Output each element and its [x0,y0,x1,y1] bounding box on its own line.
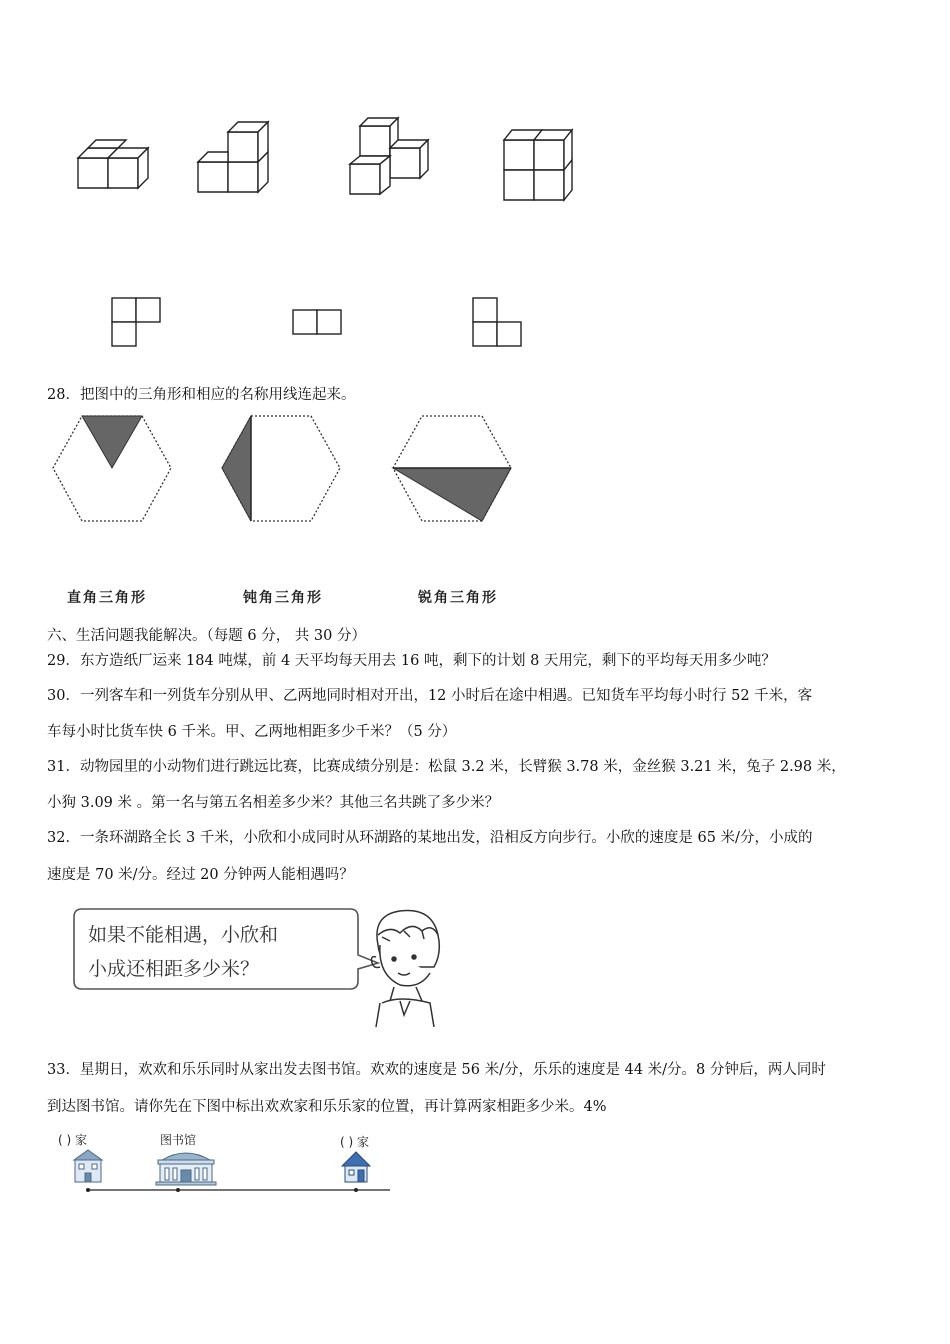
question-30-line-2: 车每小时比货车快 6 千米。甲、乙两地相距多少千米？（5 分） [47,724,457,740]
cube-figure-1 [76,138,152,192]
question-33-line-2: 到达图书馆。请你先在下图中标出欢欢家和乐乐家的位置，再计算两家相距多少米。4% [47,1099,607,1115]
hexagon-figure-1 [50,413,174,525]
question-32-line-2: 速度是 70 米/分。经过 20 分钟两人能相遇吗？ [47,867,354,883]
boy-icon [372,911,440,1028]
library-icon [156,1153,216,1185]
cube-figure-2 [196,120,274,196]
question-31-line-2: 小狗 3.09 米 。第一名与第五名相差多少米？其他三名共跳了多少米？ [47,795,500,811]
view-shape-1 [110,296,164,348]
question-33-line-1: 33．星期日，欢欢和乐乐同时从家出发去图书馆。欢欢的速度是 56 米/分，乐乐的速度是 44 米/分。8 分钟后，两人同时 [47,1062,826,1078]
question-28: 28．把图中的三角形和相应的名称用线连起来。 [47,387,356,403]
question-32-line-1: 32．一条环湖路全长 3 千米，小欣和小成同时从环湖路的某地出发，沿相反方向步行。小欣的速度是 65 米/分，小成的 [47,830,813,846]
view-shape-3 [471,296,525,348]
right-house-icon [342,1152,370,1182]
question-29: 29．东方造纸厂运来 184 吨煤，前 4 天平均每天用去 16 吨，剩下的计划 8 天用完，剩下的平均每天用多少吨？ [47,653,776,669]
section-6-title: 六、生活问题我能解决。（每题 6 分， 共 30 分） [47,628,366,644]
question-31-line-1: 31．动物园里的小动物们进行跳远比赛，比赛成绩分别是：松鼠 3.2 米，长臂猴 3.78 米，金丝猴 3.21 米，兔子 2.98 米， [47,759,846,775]
triangle-label-obtuse: 钝角三角形 [243,590,323,606]
bubble-text-line-1: 如果不能相遇，小欣和 [88,924,279,946]
left-house-icon [74,1150,102,1182]
hexagon-figure-3 [390,413,514,525]
right-home-label: ( ) 家 [340,1135,369,1149]
view-shape-2 [291,308,345,336]
question-30-line-1: 30．一列客车和一列货车分别从甲、乙两地同时相对开出，12 小时后在途中相遇。已知货车平均每小时行 52 千米，客 [47,688,813,704]
cube-figure-3 [348,114,434,198]
triangle-label-right: 直角三角形 [67,590,147,606]
map-line-drawing [66,1146,396,1196]
hexagon-figure-2 [219,413,343,525]
left-home-label: ( ) 家 [58,1133,87,1147]
triangle-label-acute: 锐角三角形 [418,590,498,606]
speech-bubble-illustration [60,905,450,1031]
bubble-text-line-2: 小成还相距多少米？ [88,958,260,980]
cube-figure-4 [502,128,580,204]
library-label: 图书馆 [160,1133,197,1147]
